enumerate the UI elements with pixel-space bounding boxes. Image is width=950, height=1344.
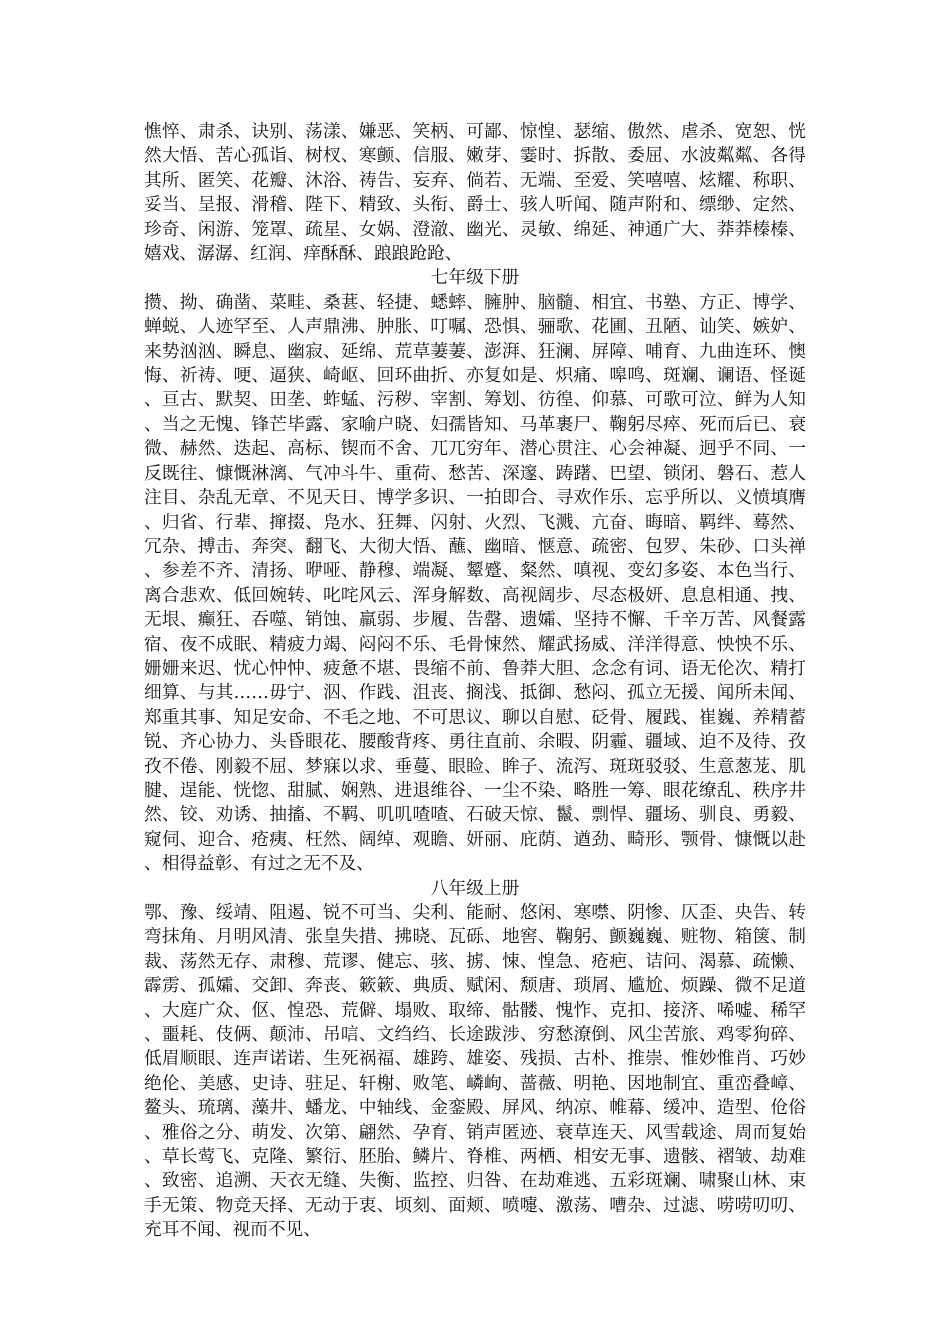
vocabulary-paragraph-grade7-vol2: 攒、拗、确凿、菜畦、桑葚、轻捷、蟋蟀、臃肿、脑髓、相宜、书塾、方正、博学、蝉蜕、人迹罕至、人声鼎沸、肿胀、叮嘱、恐惧、骊歌、花圃、丑陋、讪笑、嫉妒、来势汹汹、瞬息、幽寂、延绵、荒草萋萋、澎湃、狂澜、屏障、哺育、九曲连环、懊悔、祈祷、哽、逼狭、崎岖、回环曲折、亦复如是、炽痛、嗥鸣、斑斓、谰语、怪诞、亘古、默契、田垄、蚱蜢、污秽、宰割、筹划、彷徨、仰慕、可歌可泣、鲜为人知、当之无愧、锋芒毕露、家喻户晓、妇孺皆知、马革裹尸、鞠躬尽瘁、死而后已、衰微、赫然、迭起、高标、锲而不舍、兀兀穷年、潜心贯注、心会神凝、迥乎不同、一反既往、慷慨淋漓、气冲斗牛、重荷、愁苦、深邃、踌躇、巴望、锁闭、磐石、惹人注目、杂乱无章、不见天日、博学多识、一拍即合、寻欢作乐、忘乎所以、义愤填膺、归省、行辈、撺掇、凫水、狂舞、闪射、火烈、飞溅、亢奋、晦暗、羁绊、蓦然、冗杂、搏击、奔突、翻飞、大彻大悟、蘸、幽暗、惬意、疏密、包罗、朱砂、口头禅、参差不齐、清扬、咿哑、静穆、端凝、颦蹙、粲然、嗔视、变幻多姿、本色当行、离合悲欢、低回婉转、叱咤风云、浑身解数、高视阔步、尽态极妍、息息相通、拽、无垠、癫狂、吞噬、销蚀、羸弱、步履、告罄、遗孀、坚持不懈、千辛万苦、风餐露宿、夜不成眠、精疲力竭、闷闷不乐、毛骨悚然、耀武扬威、洋洋得意、怏怏不乐、姗姗来迟、忧心忡忡、疲惫不堪、畏缩不前、鲁莽大胆、念念有词、语无伦次、精打细算、与其……毋宁、泅、作践、沮丧、搁浅、抵御、愁闷、孤立无援、闻所未闻、郑重其事、知足安命、不毛之地、不可思议、聊以自慰、砭骨、履践、崔巍、养精蓄锐、齐心协力、头昏眼花、腰酸背疼、勇往直前、余暇、阴霾、疆域、迫不及待、孜孜不倦、刚毅不屈、梦寐以求、垂蔓、眼睑、眸子、流泻、斑斑驳驳、生意葱茏、肌腱、逞能、恍惚、甜腻、娴熟、进退维谷、一尘不染、略胜一筹、眼花缭乱、秩序井然、铰、劝诱、抽搐、不羁、叽叽喳喳、石破天惊、鬣、剽悍、疆场、驯良、勇毅、窥伺、迎合、疮痍、枉然、阔绰、观瞻、妍丽、庇荫、遒劲、畸形、颚骨、慷慨以赴、相得益彰、有过之无不及、 (144, 292, 806, 875)
intro-vocabulary-paragraph: 憔悴、肃杀、诀别、荡漾、嫌恶、笑柄、可鄙、惊惶、瑟缩、傲然、虐杀、宽恕、恍然大悟、苦心孤诣、树杈、寒颤、信服、嫩芽、霎时、拆散、委屈、水波粼粼、各得其所、匿笑、花瓣、沐浴、祷告、妄弃、倘若、无端、至爱、笑嘻嘻、炫耀、称职、妥当、呈报、滑稽、陛下、精致、头衔、爵士、骇人听闻、随声附和、缥缈、定然、珍奇、闲游、笼罩、疏星、女娲、澄澈、幽光、灵敏、绵延、神通广大、莽莽榛榛、嬉戏、潺潺、红润、痒酥酥、踉踉跄跄、 (144, 122, 806, 265)
section-heading-grade8-vol1: 八年级上册 (430, 878, 520, 899)
document-page (144, 120, 806, 1243)
section-heading-grade7-vol2: 七年级下册 (430, 268, 520, 289)
vocabulary-paragraph-grade8-vol1: 鄂、豫、绥靖、阻遏、锐不可当、尖利、能耐、悠闲、寒噤、阴惨、仄歪、央告、转弯抹角、月明风清、张皇失措、拂晓、瓦砾、地窖、鞠躬、颤巍巍、赃物、箱箧、制裁、荡然无存、肃穆、荒谬、健忘、骇、掳、悚、惶急、疮疤、诘问、渴慕、疏懒、霹雳、孤孀、交卸、奔丧、簌簌、典质、赋闲、颓唐、琐屑、尴尬、烦躁、微不足道、大庭广众、伛、惶恐、荒僻、塌败、取缔、骷髅、愧怍、克扣、接济、唏嘘、稀罕、噩耗、伎俩、颠沛、吊唁、文绉绉、长途跋涉、穷愁潦倒、风尘苦旅、鸡零狗碎、低眉顺眼、连声诺诺、生死祸福、雄跨、雄姿、残损、古朴、推崇、惟妙惟肖、巧妙绝伦、美感、史诗、驻足、轩榭、败笔、嶙峋、蔷薇、明艳、因地制宜、重峦叠嶂、鳌头、琉璃、藻井、蟠龙、中轴线、金銮殿、屏风、纳凉、帷幕、缓冲、造型、伧俗、雅俗之分、萌发、次第、翩然、孕育、销声匿迹、衰草连天、风雪载途、周而复始、草长莺飞、克隆、繁衍、胚胎、鳞片、脊椎、两栖、相安无事、遗骸、褶皱、劫难、致密、追溯、天衣无缝、失衡、监控、归咎、在劫难逃、五彩斑斓、啸聚山林、束手无策、物竞天择、无动于衷、顷刻、面颊、喷嚏、激荡、嘈杂、过滤、唠唠叨叨、充耳不闻、视而不见、 (144, 903, 806, 1241)
